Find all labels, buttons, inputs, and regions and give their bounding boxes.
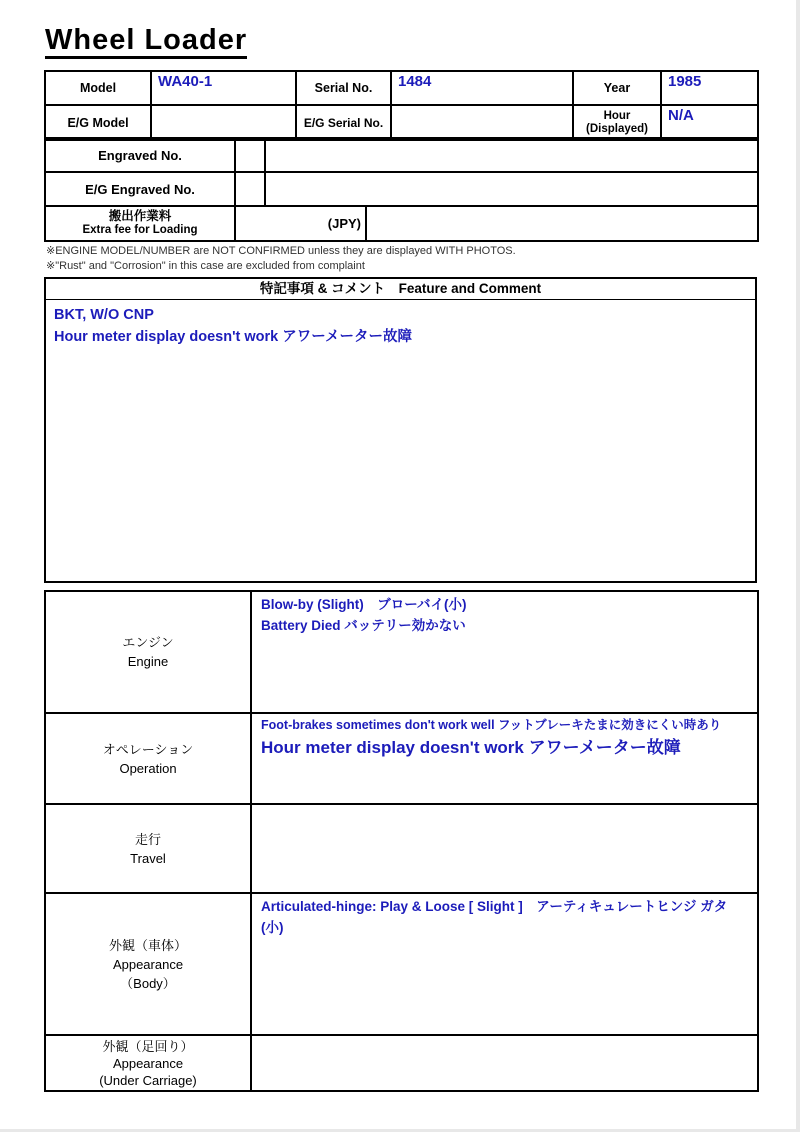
serial-no-label: Serial No. <box>296 71 391 105</box>
note-rust-corrosion: ※"Rust" and "Corrosion" in this case are excluded from complaint <box>46 260 365 272</box>
engine-comments-cell <box>251 591 758 713</box>
category-label-en2: （Body） <box>120 975 176 991</box>
comment-line: Hour meter display doesn't work アワーメーター故障 <box>261 738 681 757</box>
hour-displayed-value: N/A <box>661 105 758 140</box>
comment-line: Blow-by (Slight) ブローバイ(小) <box>261 597 467 612</box>
table-row-travel <box>45 804 758 893</box>
feature-comment-body <box>46 300 755 352</box>
serial-no-value: 1484 <box>391 71 573 105</box>
engine-category-label <box>45 591 251 713</box>
eg-model-value <box>151 105 296 140</box>
model-value: WA40-1 <box>151 71 296 105</box>
category-label-en: Appearance <box>112 956 184 972</box>
category-label-en: Engine <box>127 654 169 669</box>
inspection-table <box>44 590 759 1092</box>
appearance-body-comments-cell <box>251 893 758 1035</box>
model-label: Model <box>45 71 151 105</box>
spec-table-engraved <box>44 137 759 207</box>
category-label-en: Travel <box>130 850 166 866</box>
hour-label-line2: (Displayed) <box>586 122 648 135</box>
spec-table-main <box>44 70 759 141</box>
category-label-en: Operation <box>119 760 177 776</box>
category-label-jp: 外観（足回り） <box>102 1038 194 1054</box>
note-engine-confirm: ※ENGINE MODEL/NUMBER are NOT CONFIRMED unless they are displayed WITH PHOTOS. <box>46 245 516 257</box>
eg-engraved-no-label: E/G Engraved No. <box>45 172 235 206</box>
table-row <box>45 206 758 241</box>
comment-line: Battery Died バッテリー効かない <box>261 618 466 633</box>
category-label-jp: 走行 <box>134 831 161 847</box>
table-row-appearance-undercarriage <box>45 1035 758 1091</box>
appearance-body-category-label <box>45 893 251 1035</box>
table-row-appearance-body <box>45 893 758 1035</box>
comment-line: BKT, W/O CNP <box>54 307 154 323</box>
category-label-en2: (Under Carriage) <box>99 1072 197 1088</box>
year-label: Year <box>573 71 661 105</box>
disclaimer-notes <box>46 244 516 274</box>
loading-fee-label-en: Extra fee for Loading <box>82 224 198 236</box>
appearance-undercarriage-category-label <box>45 1035 251 1091</box>
engraved-no-check-cell <box>235 138 265 172</box>
category-label-jp: エンジン <box>122 635 174 650</box>
operation-category-label <box>45 713 251 804</box>
table-row <box>45 138 758 172</box>
eg-serial-no-label: E/G Serial No. <box>296 105 391 140</box>
loading-fee-label <box>45 206 235 241</box>
eg-engraved-no-check-cell <box>235 172 265 206</box>
eg-model-label: E/G Model <box>45 105 151 140</box>
travel-category-label <box>45 804 251 893</box>
travel-comments-cell <box>251 804 758 893</box>
table-row <box>45 105 758 140</box>
table-row-engine <box>45 591 758 713</box>
page-title: Wheel Loader <box>45 24 247 59</box>
category-label-jp: オペレーション <box>102 741 194 757</box>
comment-line: Hour meter display doesn't work アワーメーター故障 <box>54 329 413 345</box>
year-value: 1985 <box>661 71 758 105</box>
comment-line: Foot-brakes sometimes don't work well フットブレーキたまに効きにくい時あり <box>261 718 722 732</box>
feature-comment-box <box>44 277 757 583</box>
table-row <box>45 71 758 105</box>
eg-engraved-no-value <box>265 172 758 206</box>
hour-label-line1: Hour <box>603 109 631 122</box>
hour-displayed-label <box>573 105 661 140</box>
engraved-no-value <box>265 138 758 172</box>
spec-table-fee <box>44 205 759 242</box>
eg-serial-no-value <box>391 105 573 140</box>
category-label-jp: 外観（車体） <box>108 937 187 953</box>
engraved-no-label: Engraved No. <box>45 138 235 172</box>
comment-line: Articulated-hinge: Play & Loose [ Slight ] アーティキュレートヒンジ ガタ(小) <box>261 899 728 935</box>
operation-comments-cell <box>251 713 758 804</box>
loading-fee-label-jp: 搬出作業料 <box>108 209 172 223</box>
appearance-undercarriage-comments-cell <box>251 1035 758 1091</box>
table-row-operation <box>45 713 758 804</box>
category-label-en: Appearance <box>112 1055 184 1071</box>
table-row <box>45 172 758 206</box>
loading-fee-value <box>366 206 758 241</box>
feature-comment-header: 特記事項 & コメント Feature and Comment <box>46 279 755 300</box>
currency-label: (JPY) <box>235 206 366 241</box>
